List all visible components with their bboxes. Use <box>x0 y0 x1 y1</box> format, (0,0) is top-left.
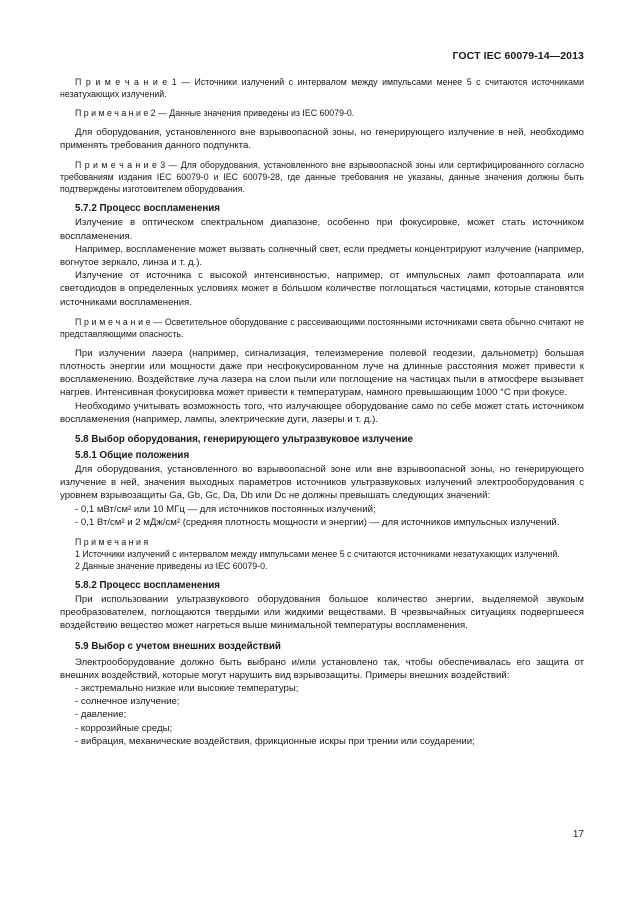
document-header: ГОСТ IEC 60079-14—2013 <box>452 50 584 62</box>
note-label: П р и м е ч а н и е <box>75 316 151 327</box>
list-item: - солнечное излучение; <box>75 696 180 708</box>
section-heading-5-8-1: 5.8.1 Общие положения <box>75 450 190 462</box>
list-item: - давление; <box>75 709 127 721</box>
paragraph: При излучении лазера (например, сигнализация, телеизмерение полевой геодезии, дальнометр) большая плотность энергии или мощности даже при несфокусированном луче на длинные расстояния может привести к воспламенению. Воздействие луча лазера на слои пыли или поглощение на частицах пыли в атмосфере вызывает нагрев. Интенсивная фокусировка может привести к температурам, намного превышающим 1000 °С при фокусе. <box>60 347 584 399</box>
section-heading-5-7-2: 5.7.2 Процесс воспламенения <box>75 203 220 215</box>
page-number: 17 <box>572 829 584 840</box>
note-1 <box>60 76 584 100</box>
note-label: П р и м е ч а н и е <box>75 77 168 87</box>
section-heading-5-9: 5.9 Выбор с учетом внешних воздействий <box>75 640 281 652</box>
paragraph: Например, воспламенение может вызвать солнечный свет, если предметы концентрируют излучение (например, вогнутое зеркало, линза и т. д.). <box>60 243 584 269</box>
note-4 <box>60 316 584 340</box>
paragraph: Для оборудования, установленного во взрывоопасной зоне или вне взрывоопасной зоны, но генерирующего излучение в ней, значения выходных параметров источников ультразвуковых излучений электрооборудования с уровнем взрывозащиты Ga, Gb, Gc, Da, Db или Dc не должны превышать следующих значений: <box>60 464 584 502</box>
list-item: - коррозийные среды; <box>75 722 173 734</box>
section-heading-5-8: 5.8 Выбор оборудования, генерирующего ультразвуковое излучение <box>75 434 413 446</box>
list-item: - экстремально низкие или высокие температуры; <box>75 683 299 695</box>
list-item: - 0,1 Вт/см² и 2 мДж/см² (средняя плотность мощности и энергии) — для источников импульсных излучений. <box>75 516 560 528</box>
note-item: 2 Данные значение приведены из IEC 60079-0. <box>75 561 268 572</box>
paragraph: Необходимо учитывать возможность того, что излучающее оборудование само по себе может стать источником воспламенения (например, лампы, электрические дуги, лазеры и т. д.). <box>60 400 584 425</box>
note-text: — Осветительное оборудование с рассеивающими постоянными источниками света обычно считают не представляющими опасность. <box>60 316 584 339</box>
note-label: П р и м е ч а н и е <box>75 160 157 171</box>
paragraph: Излучение в оптическом спектральном диапазоне, особенно при фокусировке, может стать источником воспламенения. <box>60 217 584 242</box>
paragraph: Излучение от источника с высокой интенсивностью, например, от импульсных ламп фотоаппарата или светодиодов в определенных условиях может в большом количестве поглощаться частицами, которые становятся источниками воспламенения. <box>60 270 584 308</box>
page-content <box>60 76 584 748</box>
list-item: - вибрация, механические воздействия, фрикционные искры при трении или соударении; <box>75 735 475 747</box>
note-text: 1 — Источники излучений с интервалом между импульсами менее 5 с считаются источниками незатухающих излучений. <box>60 77 584 99</box>
paragraph: Электрооборудование должно быть выбрано и/или установлено так, чтобы обеспечивалась его защита от внешних воздействий, которые могут нарушить вид взрывозащиты. Примеры внешних воздействий: <box>60 656 584 681</box>
note-text: 2 — Данные значения приведены из IEC 60079-0. <box>148 108 355 118</box>
external-factors-list <box>60 682 584 748</box>
paragraph: При использовании ультразвукового оборудования большое количество энергии, выделяемой звукоым преобразователем, поглощаются твердыми или жидкими веществами. В чрезвычайных ситуациях подвергшееся воздействию вещество может нагреться выше минимальной температуры воспламенения. <box>60 594 584 632</box>
notes-label: П р и м е ч а н и я <box>75 537 149 548</box>
note-text: 3 — Для оборудования, установленного вне взрывоопасной зоны или сертифицированного согласно требованиям издания IEC 60079-0 и IEC 60079-28, где данные требования не указаны, данные значения должны быть подтверждены изготовителем оборудования. <box>60 160 584 195</box>
note-item: 1 Источники излучений с интервалом между импульсами менее 5 с считаются источниками незатухающих излучений. <box>75 549 560 560</box>
note-3 <box>60 159 584 195</box>
note-label: П р и м е ч а н и е <box>75 108 149 118</box>
note-2 <box>60 107 584 119</box>
paragraph: Для оборудования, установленного вне взрывоопасной зоны, но генерирующего излучение в ней, необходимо применять требования данного подпункта. <box>60 127 584 152</box>
list-item: - 0,1 мВт/см² или 10 МГц — для источников постоянных излучений; <box>75 503 376 515</box>
section-heading-5-8-2: 5.8.2 Процесс воспламенения <box>75 580 220 592</box>
